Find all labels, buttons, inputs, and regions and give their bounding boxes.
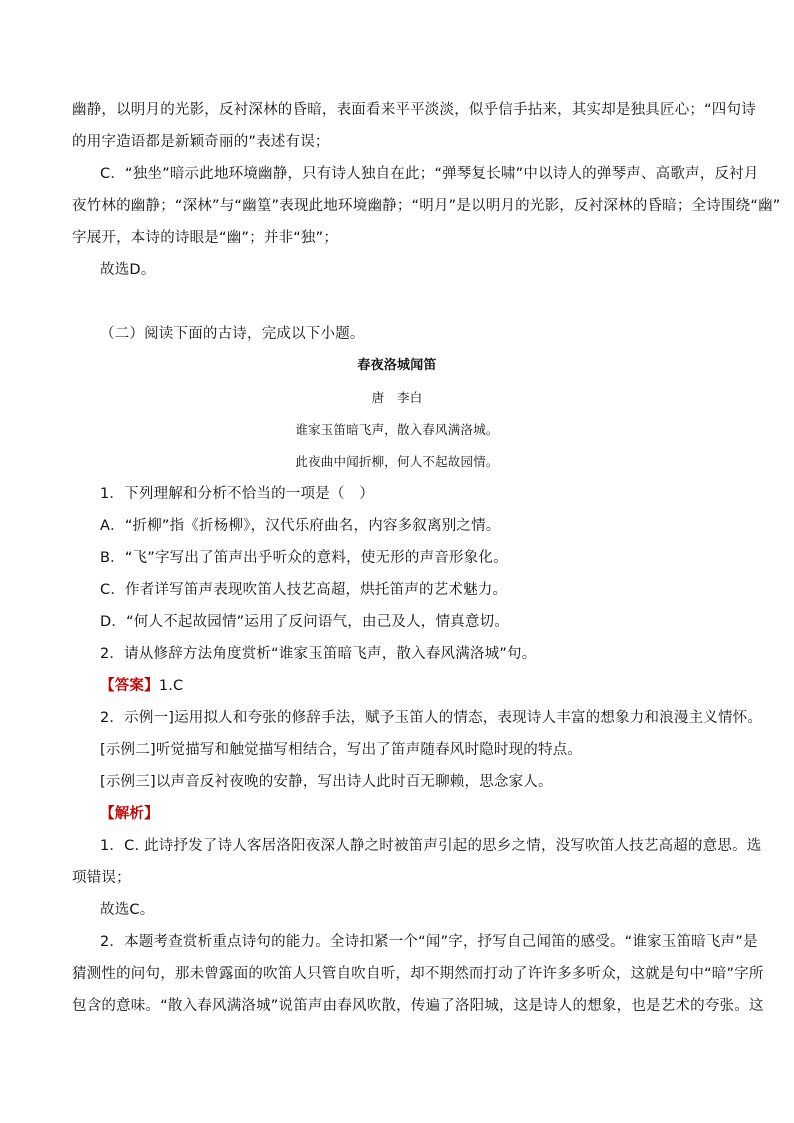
analysis-paragraph: 2．本题考查赏析重点诗句的能力。全诗扣紧一个“闻”字，抒写自己闻笛的感受。“谁家玉笛暗飞声”是 (100, 934, 758, 950)
option-c: C．作者详写笛声表现吹笛人技艺高超，烘托笛声的艺术魅力。 (100, 582, 508, 598)
answer-example-1: 2．示例一]运用拟人和夸张的修辞手法，赋予玉笛人的情态，表现诗人丰富的想象力和浪漫主义情怀。 (100, 710, 763, 726)
analysis-paragraph: 项错误； (72, 870, 131, 886)
poem-line: 谁家玉笛暗飞声，散入春风满洛城。 (295, 422, 499, 437)
option-c-line: C．“独坐”暗示此地环境幽静，只有诗人独自在此；“弹琴复长啸”中以诗人的弹琴声、高歌声，反衬月 (100, 166, 759, 182)
paragraph-line: 的用字造语都是新颖奇丽的”表述有误； (72, 134, 330, 150)
analysis-line (100, 804, 159, 824)
answer-example-2: [示例二]听觉描写和触觉描写相结合，写出了笛声随春风时隐时现的特点。 (100, 742, 583, 758)
question-2: 2．请从修辞方法角度赏析“谁家玉笛暗飞声，散入春风满洛城”句。 (100, 646, 537, 662)
analysis-paragraph: 包含的意味。“散入春风满洛城”说笛声由春风吹散，传遍了洛阳城，这是诗人的想象，也是艺术的夸张。这 (72, 998, 764, 1014)
question-1: 1．下列理解和分析不恰当的一项是（ ） (100, 486, 375, 502)
paragraph-line: 字展开，本诗的诗眼是“幽”；并非“独”； (72, 230, 339, 246)
option-d: D．“何人不起故园情”运用了反问语气，由己及人，情真意切。 (100, 614, 509, 630)
poem-line: 此夜曲中闻折柳，何人不起故园情。 (295, 454, 499, 469)
option-b: B．“飞”字写出了笛声出乎听众的意料，使无形的声音形象化。 (100, 550, 508, 566)
analysis-paragraph: 猜测性的问句，那未曾露面的吹笛人只管自吹自听，却不期然而打动了许许多多听众，这就是句中“暗”字所 (72, 966, 764, 982)
answer-label: 【答案】 (100, 678, 159, 694)
answer-example-3: [示例三]以声音反衬夜晚的安静，写出诗人此时百无聊赖，思念家人。 (100, 774, 553, 790)
poem-author: 唐 李白 (371, 390, 423, 405)
paragraph-line: 夜竹林的幽静；“深林”与“幽篁”表现此地环境幽静；“明月”是以明月的光影，反衬深林的昏暗；全诗围绕“幽” (72, 198, 781, 214)
option-a: A．“折柳”指《折杨柳》，汉代乐府曲名，内容多叙离别之情。 (100, 518, 501, 534)
answer-value: 1.C (158, 678, 184, 694)
paragraph-line: 幽静，以明月的光影，反衬深林的昏暗，表面看来平平淡淡，似乎信手拈来，其实却是独具匠心；“四句诗 (72, 102, 756, 118)
choice-conclusion: 故选D。 (100, 262, 156, 278)
answer-line (100, 676, 183, 696)
analysis-paragraph: 1．C. 此诗抒发了诗人客居洛阳夜深人静之时被笛声引起的思乡之情，没写吹笛人技艺高超的意思。选 (100, 838, 762, 854)
section-heading: （二）阅读下面的古诗，完成以下小题。 (100, 326, 365, 342)
choice-conclusion: 故选C。 (100, 902, 155, 918)
poem-title: 春夜洛城闻笛 (357, 358, 437, 373)
analysis-label: 【解析】 (100, 806, 159, 822)
